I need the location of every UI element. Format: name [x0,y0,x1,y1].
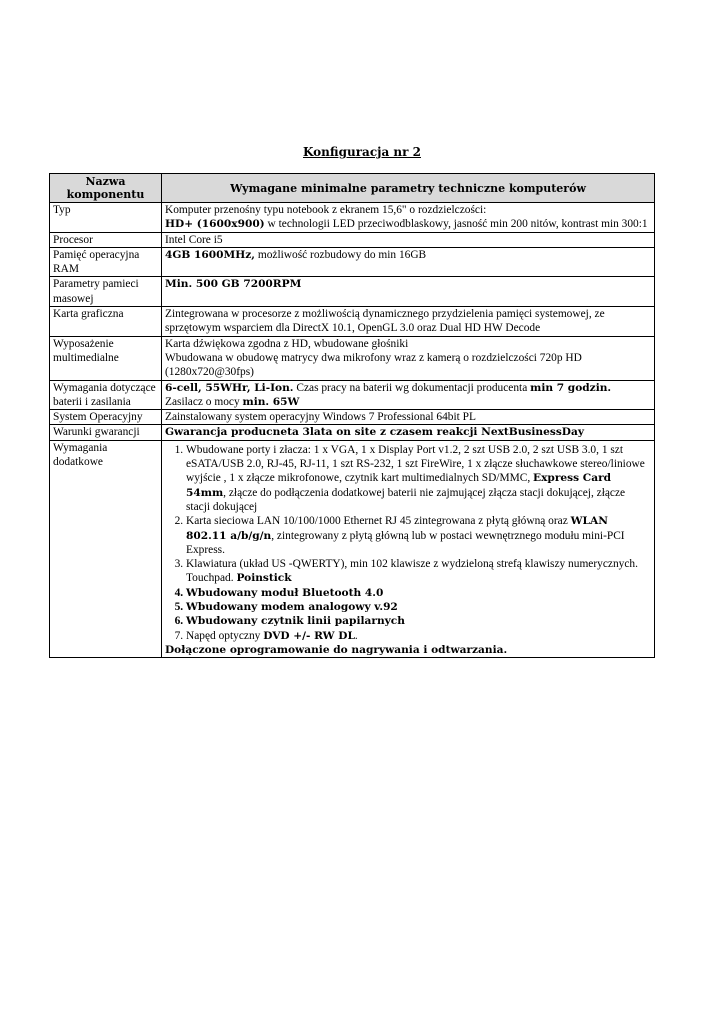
table-row [50,410,655,425]
table-row [50,203,655,233]
table-row [50,380,655,410]
value-text: możliwość rozbudowy do min 16GB [255,248,427,261]
item-text: Wbudowane porty i złacza: 1 x VGA, 1 x Display Port v1.2, 2 szt USB 2.0, 2 szt USB 3.0, 1 szt eSATA/USB 2.0, RJ-45, RJ-11, 1 szt RS-232, 1 szt FireWire, 1 x złącze słuchawkowe stereo/liniowe wyjście , 1 x złącze mikrofonowe, czytnik kart multimedialnych SD/MMC, [186,443,645,485]
row-value [162,380,655,410]
row-value [162,440,655,657]
list-item [186,629,651,643]
row-value [162,277,655,307]
item-text: Napęd optyczny [186,629,264,642]
row-label: Karta graficzna [50,307,162,337]
table-row [50,440,655,657]
item-bold: WLAN 802.11 a/b/g/n [186,515,608,542]
header-component-name: Nazwa komponentu [50,174,162,203]
value-text: Karta dźwiękowa zgodna z HD, wbudowane głośniki [165,337,409,350]
value-text: Wbudowana w obudowę matrycy dwa mikrofony wraz z kamerą o rozdzielczości 720p HD (1280x720@30fps) [165,351,582,379]
table-row [50,336,655,380]
item-text: Karta sieciowa LAN 10/100/1000 Ethernet RJ 45 zintegrowana z płytą główną oraz [186,515,571,528]
row-value [162,247,655,277]
item-text: , zintegrowany z płytą główną lub w postaci wewnętrznego modułu mini-PCI Express. [186,529,625,556]
header-requirements: Wymagane minimalne parametry techniczne komputerów [162,174,655,203]
value-bold: min 7 godzin. [530,381,612,394]
row-label: Procesor [50,232,162,247]
row-label: Warunki gwarancji [50,425,162,440]
table-row [50,307,655,337]
value-text: Komputer przenośny typu notebook z ekranem 15,6" o rozdzielczości: [165,204,487,216]
value-bold: Gwarancja producneta 3lata on site z czasem reakcji NextBusinessDay [165,426,585,439]
list-item [186,600,651,614]
value-bold: 4GB 1600MHz, [165,248,255,261]
item-bold: Wbudowany moduł Bluetooth 4.0 [186,586,384,599]
value-text: Czas pracy na baterii wg dokumentacji producenta [293,381,531,394]
list-item [186,443,651,514]
row-value [162,336,655,380]
item-text: , złącze do podłączenia dodatkowej baterii nie zajmującej złącza stacji dokującej, złącze stacji dokującej [186,486,626,513]
value-text: w technologii LED przeciwodblaskowy, jasność min 200 nitów, kontrast min 300:1 [264,218,648,231]
row-label: System Operacyjny [50,410,162,425]
row-value: Zainstalowany system operacyjny Windows 7 Professional 64bit PL [162,410,655,425]
value-line [165,395,651,409]
value-bold: min. 65W [242,395,300,408]
list-item [186,586,651,600]
list-item [186,557,651,586]
row-value: Intel Core i5 [162,232,655,247]
row-label: Wyposażenie multimedialne [50,336,162,380]
row-label: Pamięć operacyjna RAM [50,247,162,277]
item-bold: Express Card 54mm [186,472,612,499]
item-text: Klawiatura (układ US -QWERTY), min 102 klawisze z wydzieloną strefą klawiszy numerycznych. Touchpad. [186,558,638,585]
table-row [50,277,655,307]
item-text: . [354,629,358,642]
page-title: Konfiguracja nr 2 [302,145,421,159]
extras-list [165,443,651,643]
extras-footer: Dołączone oprogramowanie do nagrywania i odtwarzania. [165,643,508,656]
item-bold: DVD +/- RW DL [263,629,355,642]
table-row [50,232,655,247]
item-bold: Wbudowany modem analogowy v.92 [186,601,398,614]
row-label: Wymagania dotyczące baterii i zasilania [50,380,162,410]
row-value: Zintegrowana w procesorze z możliwością dynamicznego przydzielenia pamięci systemowej, ze sprzętowym wsparciem dla DirectX 10.1, OpenGL 3.0 oraz Dual HD HW Decode [162,307,655,337]
list-item [186,514,651,557]
value-bold: Min. 500 GB 7200RPM [165,278,302,291]
row-value [162,425,655,440]
row-label: Wymagania dodatkowe [50,440,162,657]
row-label: Typ [50,203,162,233]
row-value [162,203,655,233]
spec-table-header [50,174,655,203]
item-bold: Poinstick [236,572,292,585]
value-text: Zasilacz o mocy [165,395,243,408]
table-row [50,425,655,440]
table-row [50,247,655,277]
list-item [186,614,651,628]
item-bold: Wbudowany czytnik linii papilarnych [186,615,405,628]
value-bold: HD+ (1600x900) [165,218,265,231]
value-bold: 6-cell, 55WHr, Li-Ion. [165,381,294,394]
spec-table [49,173,655,658]
row-label: Parametry pamieci masowej [50,277,162,307]
